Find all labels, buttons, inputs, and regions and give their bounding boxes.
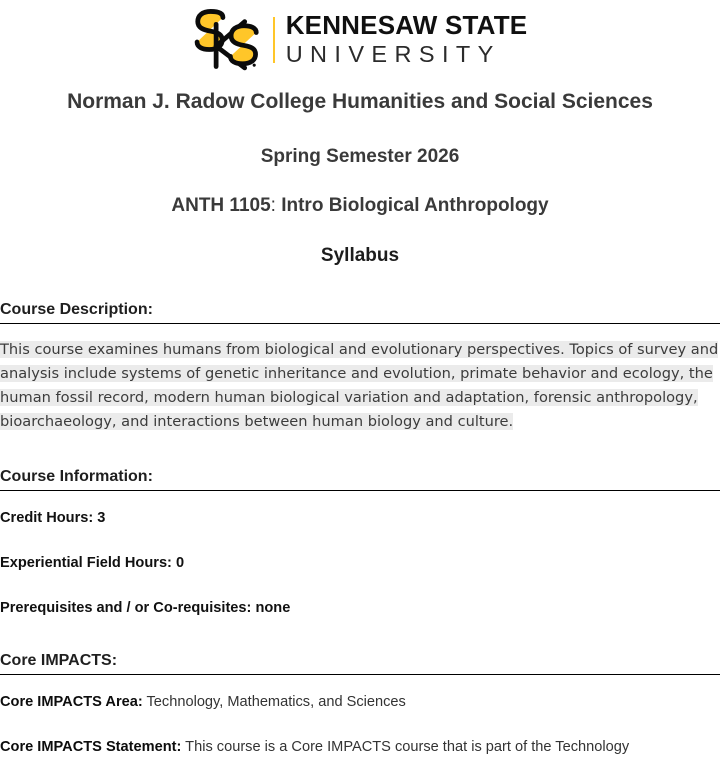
wordmark-kennesaw-state: KENNESAW STATE [285, 10, 528, 41]
course-description-text [0, 338, 720, 434]
section-course-description [0, 300, 720, 434]
experiential-field-hours: Experiential Field Hours: 0 [0, 554, 185, 571]
section-course-information [0, 467, 720, 618]
core-impacts-area-value: Technology, Mathematics, and Sciences [146, 693, 406, 710]
prerequisites: Prerequisites and / or Co-requisites: none [0, 599, 291, 616]
course-name: Intro Biological Anthropology [281, 195, 549, 216]
core-impacts-area-label: Core IMPACTS Area: [0, 693, 143, 710]
course-description-highlight: This course examines humans from biological and evolutionary perspectives. Topics of survey and analysis include systems of genetic inheritance and evolution, primate behavior and ecology, the human fossil record, modern human biological variation and adaptation, forensic anthropology, bioarchaeology, and interactions between human biology and culture. [0, 341, 719, 430]
university-wordmark [286, 12, 528, 67]
core-impacts-area [0, 693, 720, 712]
wordmark-university: UNIVERSITY [285, 40, 501, 67]
credit-hours: Credit Hours: 3 [0, 510, 106, 526]
logo-lockup [193, 8, 528, 72]
course-information-heading: Course Information: [0, 467, 720, 491]
ksu-monogram-icon [193, 8, 261, 72]
core-impacts-statement-label: Core IMPACTS Statement: [0, 738, 182, 755]
course-description-heading: Course Description: [0, 300, 720, 324]
core-impacts-statement-value: This course is a Core IMPACTS course that is part of the Technology [185, 738, 630, 755]
logo-divider [273, 17, 275, 63]
college-title: Norman J. Radow College Humanities and Social Sciences [67, 90, 653, 113]
section-core-impacts [0, 651, 720, 757]
course-title-line [0, 195, 720, 217]
document-title: Syllabus [320, 245, 400, 266]
core-impacts-statement [0, 738, 720, 757]
course-separator: : [270, 195, 276, 216]
university-logo [0, 0, 720, 72]
course-code: ANTH 1105 [171, 195, 271, 216]
core-impacts-heading: Core IMPACTS: [0, 651, 720, 675]
semester-title: Spring Semester 2026 [260, 146, 460, 167]
